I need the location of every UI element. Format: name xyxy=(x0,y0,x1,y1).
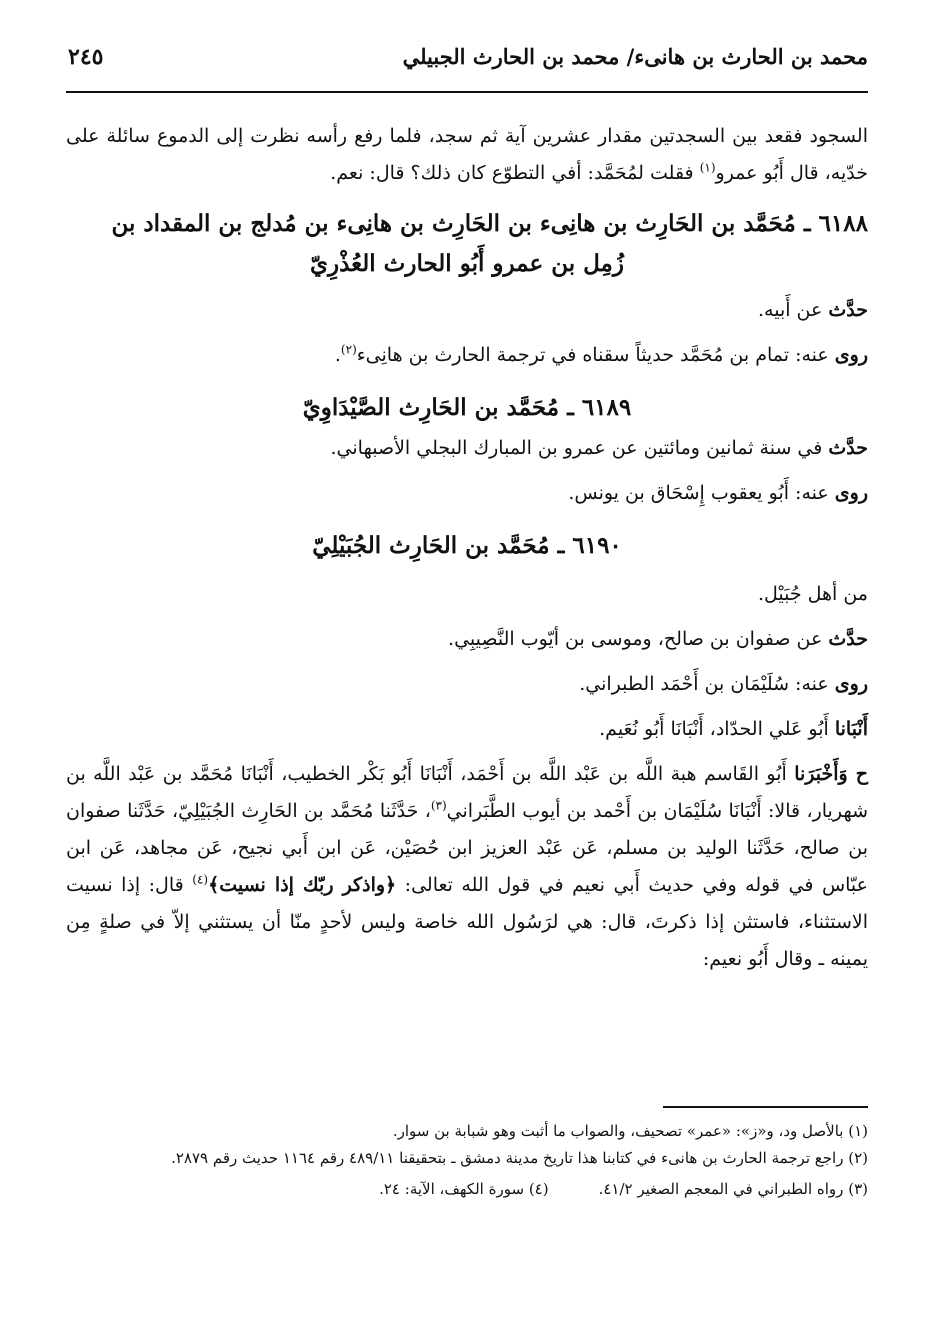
entry-6188-rawa-end: . xyxy=(334,344,341,366)
entry-6190-rawa-text: عنه: سُلَيْمَان بن أَحْمَد الطبراني. xyxy=(579,673,835,695)
entry-6188-heading-line-1: ٦١٨٨ ـ مُحَمَّد بن الحَارِث بن هانِىء بن الحَارِث بن هانِىء بن مُدلج بن المقداد بن xyxy=(111,210,868,237)
header-rule xyxy=(66,91,868,93)
entry-6189-hadath-text: في سنة ثمانين ومائتين عن عمرو بن المبارك البجلي الأصبهاني. xyxy=(330,437,829,459)
isnad-text-2: ، حَدَّثَنا مُحَمَّد بن الحَارِث الجُبَيْلِيّ، حَدَّثَنا صفوان بن صالح، حَدَّثَنا الوليد بن مسلم، عَن عَبْد العزيز ابن حُصَيْن، عَن ابن أَبي نجيح، عَن مجاهد، عَن ابن عبّاس في قوله وفي حديث أَبي نعيم في قول الله تعالى: xyxy=(66,800,868,896)
footnote-1-text: بالأصل ود، و«ز»: «عمر» تصحيف، والصواب ما أثبت وهو شبابة بن سوار. xyxy=(392,1122,844,1140)
footnote-4-text: سورة الكهف، الآية: ٢٤. xyxy=(379,1180,525,1198)
footnote-3-number: (٣) xyxy=(848,1180,868,1198)
footnote-1 xyxy=(66,1118,868,1145)
rawa-keyword: روى xyxy=(834,673,868,695)
entry-6190-isnad xyxy=(66,756,868,978)
opening-line-2a: سائلة على خدّيه، قال أَبُو عمرو xyxy=(66,125,868,184)
footnote-ref-1[interactable]: (١) xyxy=(699,160,716,175)
opening-line-2b: فقلت لمُحَمَّد: أفي التطوّع كان ذلك؟ قال: نعم. xyxy=(330,162,700,184)
hadath-keyword: حدَّث xyxy=(828,437,868,459)
entry-6188-heading xyxy=(66,204,868,284)
entry-6188-hadath-text: عن أَبيه. xyxy=(757,299,829,321)
opening-paragraph xyxy=(66,118,868,192)
footnote-4-number: (٤) xyxy=(528,1180,549,1198)
running-head xyxy=(68,44,868,84)
footnote-2 xyxy=(66,1145,868,1172)
footnote-ref-4[interactable]: (٤) xyxy=(192,872,209,887)
entry-6188-heading-line-2: زُمِل بن عمرو أَبُو الحارث العُذْرِيّ xyxy=(310,250,624,277)
footnote-ref-3[interactable]: (٣) xyxy=(430,798,447,813)
entry-6188-hadath xyxy=(66,292,868,329)
footnote-rule xyxy=(663,1106,868,1108)
footnote-4 xyxy=(379,1176,549,1203)
entry-6190-rawa xyxy=(66,666,868,703)
quran-verse: ﴿واذكر ربّك إذا نسيت﴾ xyxy=(208,874,397,896)
rawa-keyword: روى xyxy=(834,482,868,504)
footnote-2-number: (٢) xyxy=(848,1149,868,1167)
footnote-1-number: (١) xyxy=(848,1122,868,1140)
running-head-title: محمد بن الحارث بن هانىء/ محمد بن الحارث الجبيلي xyxy=(402,44,868,69)
hadath-keyword: حدَّث xyxy=(828,299,868,321)
entry-6189-heading: ٦١٨٩ ـ مُحَمَّد بن الحَارِث الصَّيْدَاوِيّ xyxy=(302,394,632,421)
footnotes xyxy=(66,1118,868,1203)
entry-6190-anbana-text: أَبُو عَلي الحدّاد، أَنْبَانَا أَبُو نُعَيم. xyxy=(599,718,835,740)
page-number: ٢٤٥ xyxy=(68,44,104,70)
footnote-3 xyxy=(599,1176,868,1203)
entry-6189-rawa-text: عنه: أَبُو يعقوب إِسْحَاق بن يونس. xyxy=(568,482,835,504)
entry-6188-rawa xyxy=(66,337,868,374)
entry-6188-rawa-text: عنه: تمام بن مُحَمَّد حديثاً سقناه في ترجمة الحارث بن هانِىء xyxy=(356,344,835,366)
entry-6190-hadath-text: عن صفوان بن صالح، وموسى بن أيّوب النَّصِيبِي. xyxy=(448,628,829,650)
entry-6190-heading: ٦١٩٠ ـ مُحَمَّد بن الحَارِث الجُبَيْلِيّ xyxy=(312,532,622,559)
entry-6190-origin: من أهل جُبَيْل. xyxy=(757,583,868,605)
hadath-keyword: حدَّث xyxy=(828,628,868,650)
opening-line-1: السجود فقعد بين السجدتين مقدار عشرين آية ثم سجد، فلما رفع رأسه نظرت إلى الدموع xyxy=(156,125,868,147)
footnote-ref-2[interactable]: (٢) xyxy=(340,342,357,357)
akhbarana-keyword: ح وَأَخْبَرَنا xyxy=(794,763,868,785)
entry-6189-hadath xyxy=(66,430,868,467)
footnote-3-text: رواه الطبراني في المعجم الصغير ٤١/٢. xyxy=(598,1180,844,1198)
main-text xyxy=(66,118,868,978)
isnad-text-1: أَبُو القَاسم هبة اللَّه بن عَبْد اللَّه بن أَحْمَد، أَنْبَانَا أَبُو بَكْر الخطيب، أَنْبَانَا مُحَمَّد بن عَبْد اللَّه بن شهريار، قالا: أَنْبَانَا سُلَيْمَان بن أَحْمد بن أيوب الطَّبَراني xyxy=(66,763,868,822)
footnote-2-text: راجع ترجمة الحارث بن هانىء في كتابنا هذا تاريخ مدينة دمشق ـ بتحقيقنا ٤٨٩/١١ رقم ١١٦٤ حديث رقم ٢٨٧٩. xyxy=(171,1149,844,1167)
anbana-keyword: أَنْبَانا xyxy=(834,718,868,740)
entry-6190-anbana xyxy=(66,711,868,748)
footnote-row-3-4 xyxy=(66,1176,868,1203)
isnad-text-3: قال: إذا نسيت الاستثناء، فاستثن إذا ذكرتَ، قال: هي لرَسُول الله خاصة وليس لأحدٍ منّا أن يستثني إلاّ في صلةٍ مِن يمينه ـ وقال أَبُو نعيم: xyxy=(66,874,868,970)
rawa-keyword: روى xyxy=(834,344,868,366)
entry-6190-hadath xyxy=(66,621,868,658)
entry-6189-rawa xyxy=(66,475,868,512)
